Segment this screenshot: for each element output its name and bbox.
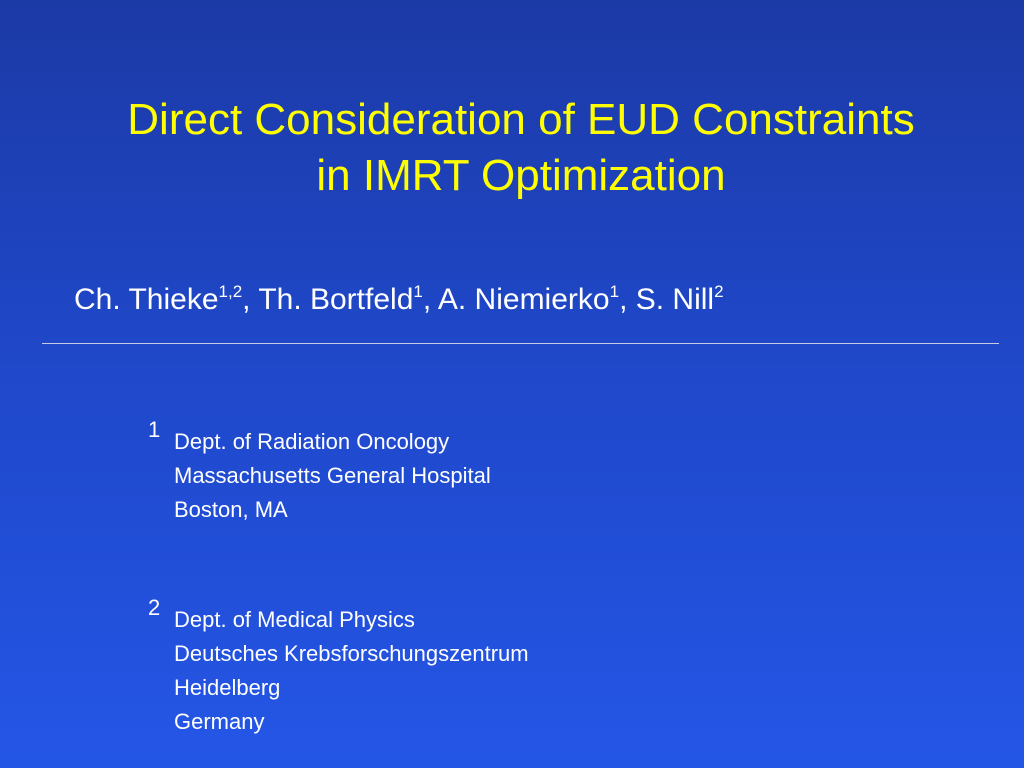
affiliation-line: Dept. of Medical Physics [174, 607, 415, 632]
author-name: A. Niemierko [437, 283, 610, 316]
author-affiliation-marker: 1 [609, 282, 620, 301]
title-line-1: Direct Consideration of EUD Constraints [127, 95, 915, 144]
affiliation-line: Heidelberg [174, 675, 281, 700]
author-name: S. Nill [635, 283, 715, 316]
author-affiliation-marker: 2 [714, 282, 724, 301]
author-separator: , [422, 283, 438, 316]
slide-title [0, 92, 1024, 204]
affiliation-line: Boston, MA [174, 497, 288, 522]
title-line-2: in IMRT Optimization [316, 151, 726, 200]
divider-line [42, 343, 999, 344]
affiliation-number: 1 [148, 417, 161, 442]
affiliation-line: Dept. of Radiation Oncology [174, 429, 450, 454]
affiliation-line: Massachusetts General Hospital [174, 463, 491, 488]
author-name: Ch. Thieke [74, 283, 219, 316]
author-separator: , [242, 283, 259, 316]
affiliation-line: Deutsches Krebsforschungszentrum [174, 641, 529, 666]
author-affiliation-marker: 1 [413, 282, 423, 301]
affiliation-line: Germany [174, 709, 265, 734]
affiliation-address [174, 603, 529, 739]
author-list [74, 280, 724, 320]
author-affiliation-marker: 1,2 [218, 282, 243, 301]
affiliation-address [174, 425, 491, 527]
author-separator: , [619, 283, 636, 316]
author-name: Th. Bortfeld [258, 283, 414, 316]
affiliation-number: 2 [148, 595, 161, 620]
